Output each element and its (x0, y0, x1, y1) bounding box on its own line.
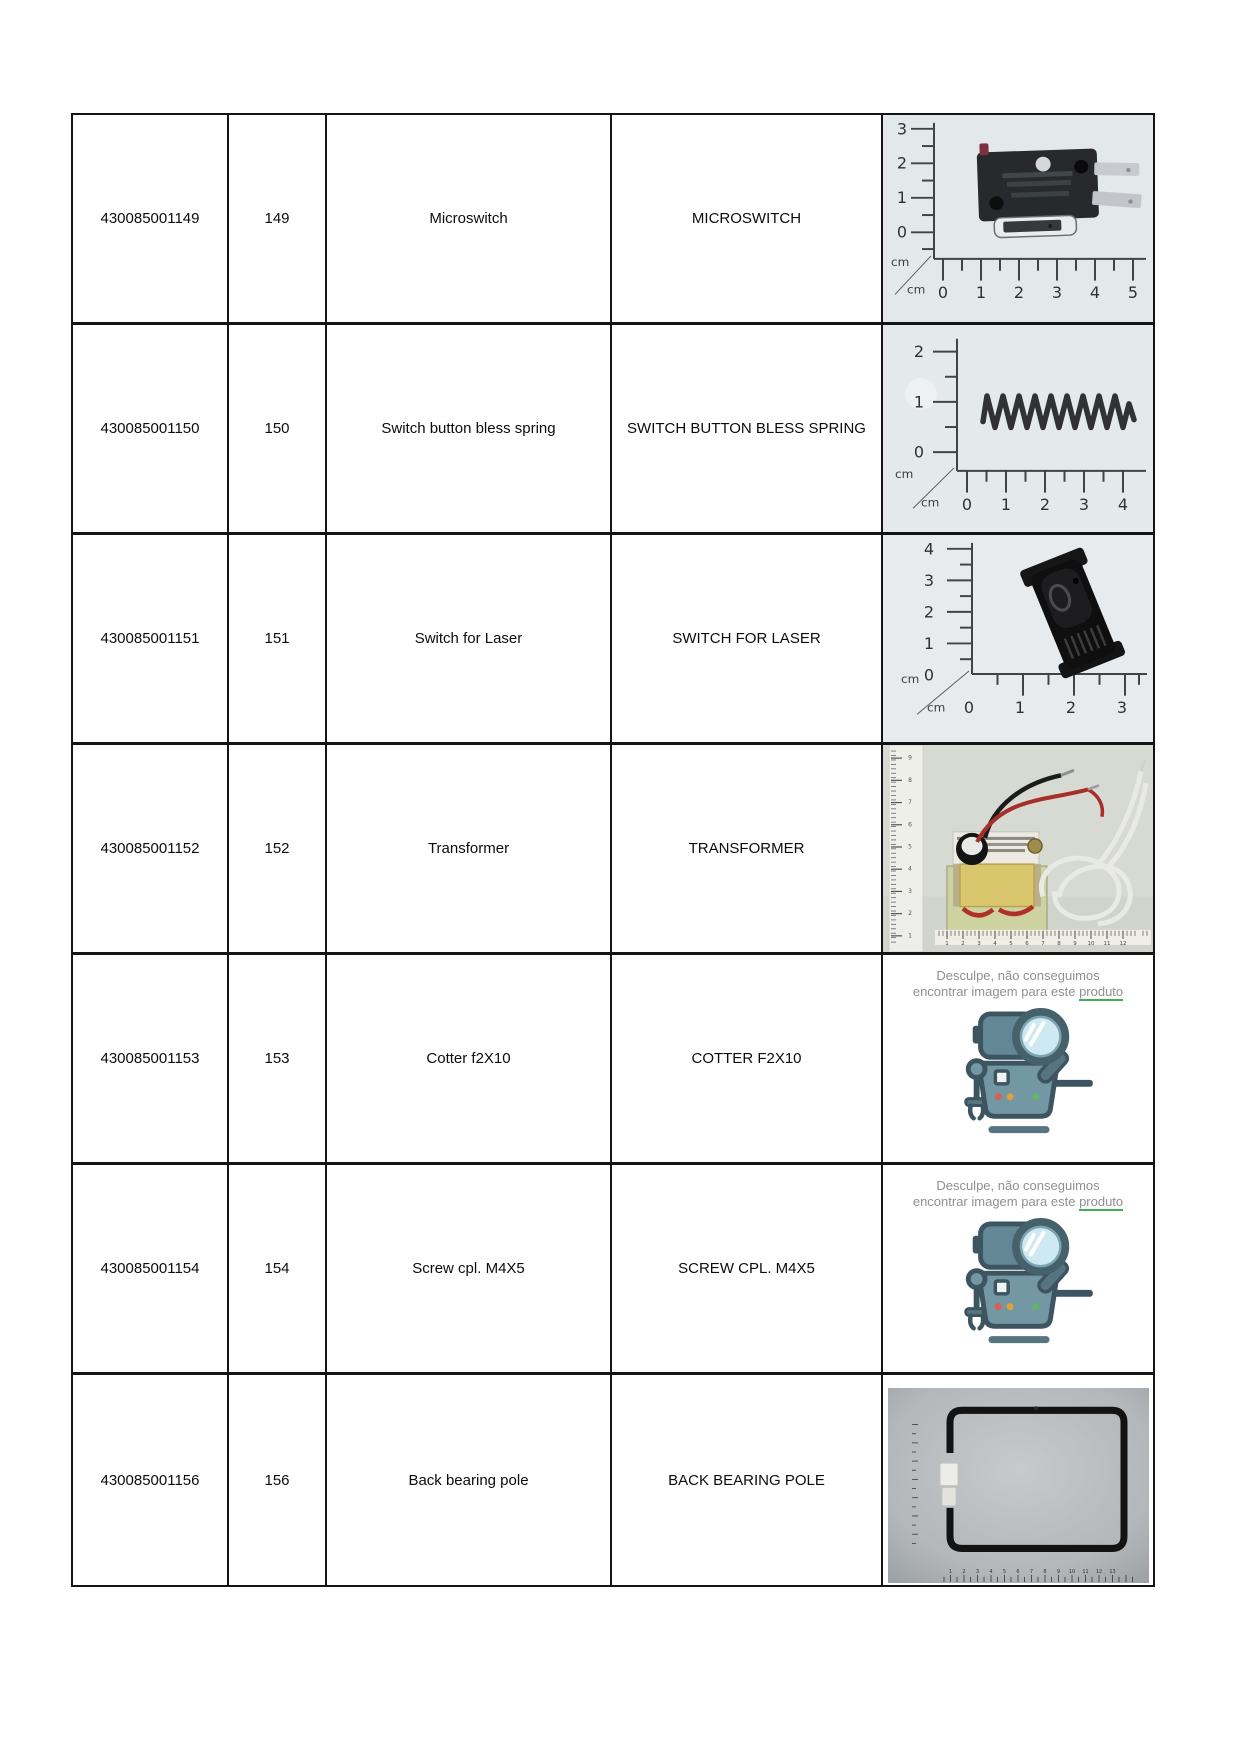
svg-text:4: 4 (989, 1568, 993, 1575)
table-row (73, 115, 1153, 325)
svg-text:12: 12 (1095, 1568, 1103, 1575)
svg-text:7: 7 (1029, 1568, 1034, 1575)
placeholder-line1: Desculpe, não conseguimos (936, 1178, 1100, 1193)
svg-text:3: 3 (975, 1568, 980, 1575)
robot-magnifier-illustration (939, 1008, 1097, 1138)
placeholder-line1: Desculpe, não conseguimos (936, 968, 1100, 983)
part-number-cell: 430085001149 (73, 115, 229, 325)
position-cell: 152 (229, 745, 327, 955)
image-cell (883, 325, 1153, 535)
svg-text:8: 8 (1057, 940, 1061, 947)
description-upper-cell: BACK BEARING POLE (612, 1375, 883, 1585)
svg-text:5: 5 (908, 843, 912, 851)
description-cell: Transformer (327, 745, 612, 955)
cm-unit-label: cm (891, 254, 910, 269)
description-cell: Switch button bless spring (327, 325, 612, 535)
svg-text:11: 11 (1082, 1568, 1089, 1575)
svg-text:8: 8 (908, 776, 912, 784)
svg-text:9: 9 (1056, 1568, 1061, 1575)
svg-text:1: 1 (945, 940, 949, 947)
image-cell (883, 745, 1153, 955)
svg-text:1: 1 (1014, 698, 1026, 717)
svg-text:5: 5 (1009, 940, 1013, 947)
svg-text:2: 2 (908, 910, 912, 918)
svg-text:6: 6 (908, 821, 912, 829)
svg-text:1: 1 (896, 188, 908, 208)
position-cell: 149 (229, 115, 327, 325)
image-cell (883, 1375, 1153, 1585)
no-image-placeholder (883, 955, 1153, 1162)
svg-text:1: 1 (923, 633, 935, 653)
transformer-photo (883, 745, 1153, 952)
no-image-placeholder (883, 1165, 1153, 1372)
part-number-cell: 430085001154 (73, 1165, 229, 1375)
svg-text:0: 0 (961, 494, 973, 514)
svg-text:11: 11 (1103, 940, 1111, 947)
spring-photo (883, 325, 1153, 532)
cm-unit-label: cm (907, 282, 926, 297)
description-cell: Switch for Laser (327, 535, 612, 745)
svg-text:1: 1 (948, 1568, 953, 1575)
image-cell (883, 535, 1153, 745)
vertical-ruler-numbers (908, 755, 912, 940)
description-cell: Screw cpl. M4X5 (327, 1165, 612, 1375)
svg-text:0: 0 (923, 665, 935, 685)
image-cell (883, 115, 1153, 325)
svg-text:4: 4 (923, 539, 935, 559)
description-cell: Microswitch (327, 115, 612, 325)
position-cell: 156 (229, 1375, 327, 1585)
parts-table (71, 113, 1155, 1587)
svg-text:3: 3 (896, 119, 908, 139)
svg-text:1: 1 (1000, 494, 1012, 514)
svg-text:2: 2 (1013, 282, 1025, 302)
cm-unit-label: cm (895, 466, 914, 481)
placeholder-line2: encontrar imagem para este produto (912, 984, 1124, 999)
svg-text:2: 2 (962, 1568, 966, 1575)
svg-text:10: 10 (1087, 940, 1095, 947)
svg-text:3: 3 (923, 570, 935, 590)
microswitch-photo (883, 115, 1153, 322)
svg-text:2: 2 (1065, 698, 1077, 717)
part-number-cell: 430085001151 (73, 535, 229, 745)
svg-text:7: 7 (1041, 940, 1045, 947)
produto-link[interactable]: produto (1079, 1194, 1124, 1209)
svg-text:2: 2 (961, 940, 965, 947)
svg-text:3: 3 (1116, 698, 1128, 717)
description-upper-cell: TRANSFORMER (612, 745, 883, 955)
svg-text:3: 3 (1078, 494, 1090, 514)
svg-text:7: 7 (908, 799, 912, 807)
description-upper-cell: SWITCH BUTTON BLESS SPRING (612, 325, 883, 535)
rocker-switch-photo (883, 535, 1153, 742)
cm-unit-label: cm (901, 671, 920, 686)
part-number-cell: 430085001150 (73, 325, 229, 535)
description-upper-cell: SCREW CPL. M4X5 (612, 1165, 883, 1375)
svg-text:2: 2 (913, 342, 925, 362)
svg-text:4: 4 (1089, 282, 1101, 302)
image-cell (883, 955, 1153, 1165)
produto-link[interactable]: produto (1079, 984, 1124, 999)
svg-text:6: 6 (1025, 940, 1029, 947)
table-row (73, 325, 1153, 535)
svg-text:0: 0 (913, 442, 925, 462)
svg-text:1: 1 (908, 932, 912, 940)
svg-text:4: 4 (993, 940, 997, 947)
robot-magnifier-illustration (939, 1218, 1097, 1348)
table-row (73, 1375, 1153, 1585)
svg-text:12: 12 (1119, 940, 1127, 947)
svg-text:5: 5 (1002, 1568, 1007, 1575)
part-number-cell: 430085001156 (73, 1375, 229, 1585)
svg-text:2: 2 (923, 602, 935, 622)
svg-text:9: 9 (1073, 940, 1077, 947)
position-cell: 151 (229, 535, 327, 745)
svg-text:4: 4 (908, 865, 912, 873)
position-cell: 150 (229, 325, 327, 535)
svg-text:8: 8 (1043, 1568, 1047, 1575)
part-number-cell: 430085001152 (73, 745, 229, 955)
svg-text:3: 3 (977, 940, 981, 947)
vertical-ruler-numbers (914, 342, 924, 461)
table-row (73, 535, 1153, 745)
svg-text:4: 4 (1117, 494, 1129, 514)
svg-text:5: 5 (1127, 282, 1139, 302)
table-row (73, 745, 1153, 955)
transformer-part (947, 832, 1047, 939)
svg-text:3: 3 (1051, 282, 1063, 302)
back-bearing-pole-photo (888, 1388, 1149, 1583)
svg-text:0: 0 (896, 222, 908, 242)
description-upper-cell: MICROSWITCH (612, 115, 883, 325)
table-row (73, 1165, 1153, 1375)
description-cell: Back bearing pole (327, 1375, 612, 1585)
svg-text:6: 6 (1016, 1568, 1020, 1575)
table-row (73, 955, 1153, 1165)
description-upper-cell: SWITCH FOR LASER (612, 535, 883, 745)
svg-text:1: 1 (913, 392, 925, 412)
svg-text:10: 10 (1068, 1568, 1076, 1575)
position-cell: 154 (229, 1165, 327, 1375)
svg-text:13: 13 (1109, 1568, 1116, 1575)
svg-text:3: 3 (908, 887, 912, 895)
cm-unit-label: cm (921, 495, 940, 510)
position-cell: 153 (229, 955, 327, 1165)
cm-unit-label: cm (927, 700, 946, 715)
svg-text:0: 0 (937, 282, 949, 302)
description-cell: Cotter f2X10 (327, 955, 612, 1165)
description-upper-cell: COTTER F2X10 (612, 955, 883, 1165)
svg-text:1: 1 (975, 282, 987, 302)
placeholder-line2: encontrar imagem para este produto (912, 1194, 1124, 1209)
svg-text:9: 9 (908, 754, 912, 762)
svg-text:2: 2 (1039, 494, 1051, 514)
part-number-cell: 430085001153 (73, 955, 229, 1165)
svg-text:0: 0 (963, 698, 975, 717)
svg-text:2: 2 (896, 153, 908, 173)
image-cell (883, 1165, 1153, 1375)
